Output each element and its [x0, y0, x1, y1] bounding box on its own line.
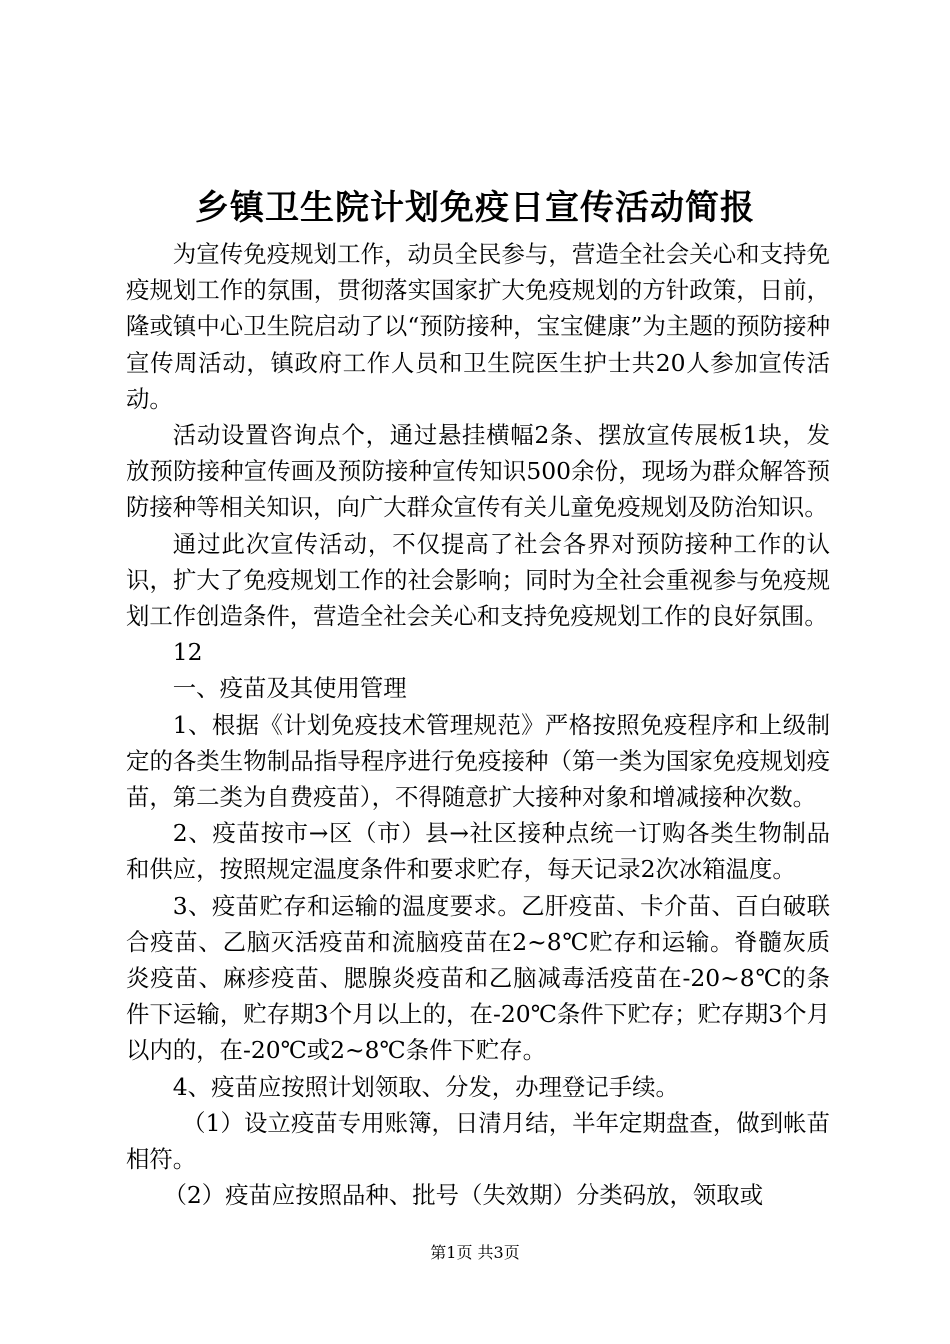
- paragraph-number: 12: [172, 638, 203, 667]
- paragraph-item-2: 2、疫苗按市→区（市）县→社区接种点统一订购各类生物制品和供应，按照规定温度条件和要求贮存，每天记录2次冰箱温度。: [126, 819, 830, 884]
- page-footer: 第1页 共3页: [430, 1243, 520, 1262]
- paragraph-item-3: 3、疫苗贮存和运输的温度要求。乙肝疫苗、卡介苗、百白破联合疫苗、乙脑灭活疫苗和流脑疫苗在2~8℃贮存和运输。脊髓灰质炎疫苗、麻疹疫苗、腮腺炎疫苗和乙脑减毒活疫苗在-20~8℃的条件下运输，贮存期3个月以上的，在-20℃条件下贮存；贮存期3个月以内的，在-20℃或2~8℃条件下贮存。: [126, 891, 830, 1065]
- paragraph-activity: 活动设置咨询点个，通过悬挂横幅2条、摆放宣传展板1块，发放预防接种宣传画及预防接种宣传知识500余份，现场为群众解答预防接种等相关知识，向广大群众宣传有关儿童免疫规划及防治知识。: [126, 421, 830, 522]
- document-title: 乡镇卫生院计划免疫日宣传活动简报: [195, 188, 755, 228]
- paragraph-subitem-2: （2）疫苗应按照品种、批号（失效期）分类码放，领取或: [163, 1181, 764, 1210]
- paragraph-item-4: 4、疫苗应按照计划领取、分发，办理登记手续。: [172, 1072, 679, 1101]
- paragraph-intro: 为宣传免疫规划工作，动员全民参与，营造全社会关心和支持免疫规划工作的氛围，贯彻落实国家扩大免疫规划的方针政策，日前，隆或镇中心卫生院启动了以“预防接种，宝宝健康”为主题的预防接种宣传周活动，镇政府工作人员和卫生院医生护士共20人参加宣传活动。: [126, 240, 830, 413]
- paragraph-item-1: 1、根据《计划免疫技术管理规范》严格按照免疫程序和上级制定的各类生物制品指导程序进行免疫接种（第一类为国家免疫规划疫苗，第二类为自费疫苗），不得随意扩大接种对象和增减接种次数。: [126, 710, 830, 812]
- document-body: [126, 236, 830, 1213]
- paragraph-subitem-1: （1）设立疫苗专用账簿，日清月结，半年定期盘查，做到帐苗相符。: [126, 1108, 830, 1174]
- section-heading-vaccine-management: 一、疫苗及其使用管理: [172, 674, 407, 703]
- paragraph-outcome: 通过此次宣传活动，不仅提高了社会各界对预防接种工作的认识，扩大了免疫规划工作的社会影响；同时为全社会重视参与免疫规划工作创造条件，营造全社会关心和支持免疫规划工作的良好氛围。: [126, 529, 830, 631]
